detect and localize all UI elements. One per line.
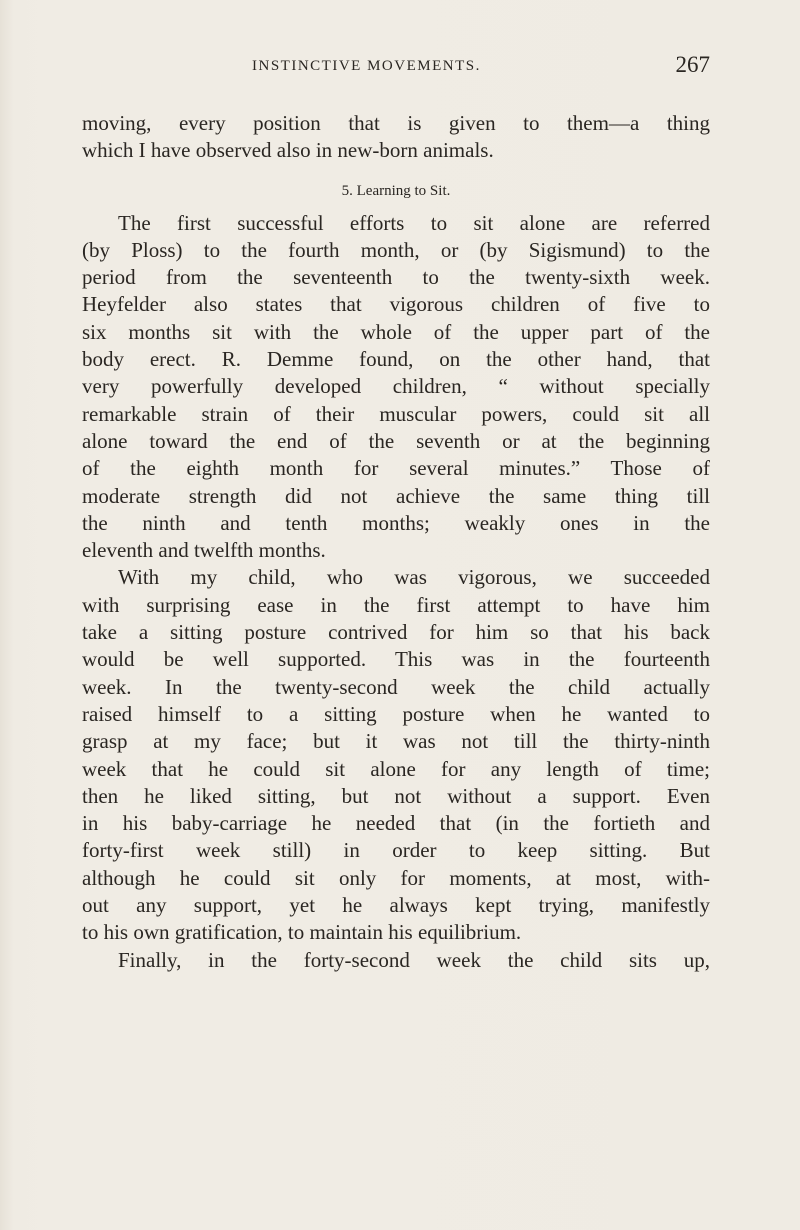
text-line: period from the seventeenth to the twenty-sixth week.	[82, 265, 710, 290]
text-line: raised himself to a sitting posture when he wanted to	[82, 701, 710, 726]
text-line: although he could sit only for moments, at most, with-	[82, 865, 710, 890]
text-line: eleventh and twelfth months.	[82, 538, 326, 563]
text-line: With my child, who was vigorous, we succeeded	[118, 565, 710, 590]
text-line: forty-first week still) in order to keep sitting. But	[82, 838, 710, 863]
text-line: take a sitting posture contrived for him so that his back	[82, 620, 710, 645]
text-line: which I have observed also in new-born animals.	[82, 138, 494, 163]
text-line: moving, every position that is given to them—a thing	[82, 111, 710, 135]
page-body	[82, 110, 710, 974]
intro-paragraph	[82, 110, 710, 165]
paragraph-1	[82, 210, 710, 565]
text-line: Finally, in the forty-second week the child sits up,	[118, 947, 710, 972]
text-line: grasp at my face; but it was not till the thirty-ninth	[82, 729, 710, 754]
text-line: six months sit with the whole of the upper part of the	[82, 319, 710, 344]
page-header	[82, 52, 710, 82]
text-line: (by Ploss) to the fourth month, or (by Sigismund) to the	[82, 237, 710, 262]
text-line: alone toward the end of the seventh or at the beginning	[82, 428, 710, 453]
text-line: week that he could sit alone for any length of time;	[82, 756, 710, 781]
text-line: to his own gratification, to maintain his equilibrium.	[82, 920, 522, 945]
text-line: remarkable strain of their muscular powers, could sit all	[82, 401, 710, 426]
text-line: body erect. R. Demme found, on the other hand, that	[82, 347, 710, 372]
text-line: with surprising ease in the first attempt to have him	[82, 592, 710, 617]
text-line: week. In the twenty-second week the child actually	[82, 674, 710, 699]
section-heading: 5. Learning to Sit.	[341, 182, 451, 199]
text-line: Heyfelder also states that vigorous children of five to	[82, 292, 710, 317]
text-line: of the eighth month for several minutes.” Those of	[82, 456, 710, 481]
text-line: then he liked sitting, but not without a support. Even	[82, 783, 710, 808]
text-line: would be well supported. This was in the fourteenth	[82, 647, 710, 672]
text-line: in his baby-carriage he needed that (in the fortieth and	[82, 811, 710, 836]
text-line: very powerfully developed children, “ without specially	[82, 374, 710, 399]
text-line: the ninth and tenth months; weakly ones in the	[82, 510, 710, 535]
page-number: 267	[675, 52, 710, 77]
paragraph-3	[82, 947, 710, 974]
text-line: out any support, yet he always kept trying, manifestly	[82, 893, 710, 918]
text-line: The first successful efforts to sit alone are referred	[118, 210, 710, 235]
text-line: moderate strength did not achieve the same thing till	[82, 483, 710, 508]
running-head: INSTINCTIVE MOVEMENTS.	[252, 58, 481, 74]
paragraph-2	[82, 564, 710, 946]
